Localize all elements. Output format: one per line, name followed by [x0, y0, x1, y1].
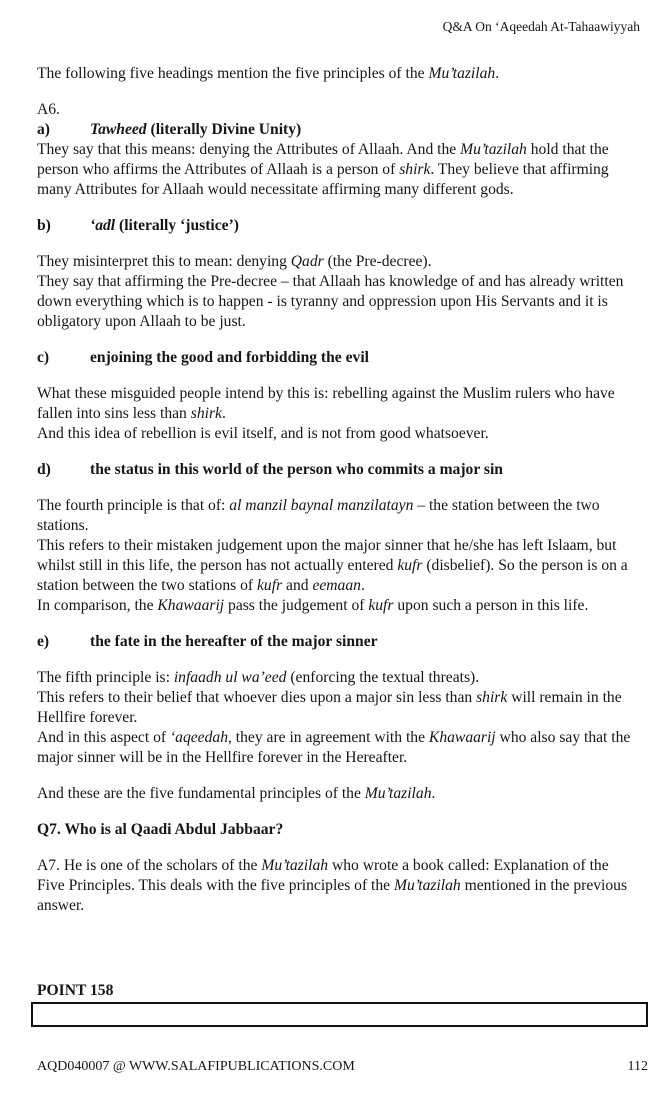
text-run: .	[431, 785, 436, 802]
text-run: al manzil baynal manzilatayn	[229, 497, 414, 514]
paragraph	[37, 272, 637, 332]
header-title: Q&A On ‘Aqeedah At-Tahaawiyyah	[442, 19, 640, 34]
text-run: Qadr	[290, 253, 324, 270]
page-footer	[37, 1058, 648, 1075]
text-run: Khawaarij	[428, 729, 496, 746]
text-run: the status in this world of the person who commits a major sin	[90, 461, 503, 478]
paragraph	[37, 596, 637, 616]
paragraph	[37, 100, 637, 120]
text-run: They say that this means: denying the Attributes of Allaah. And the	[37, 141, 461, 158]
empty-text-box	[31, 1002, 648, 1027]
text-run: .	[221, 405, 226, 422]
paragraph	[37, 64, 637, 84]
text-run: Mu’tazilah	[428, 65, 496, 82]
text-run: The fourth principle is that of:	[37, 497, 230, 514]
text-run: (the Pre-decree).	[323, 253, 432, 270]
paragraph	[37, 856, 637, 916]
text-run: In comparison, the	[37, 597, 158, 614]
text-run: What these misguided people intend by this is: rebelling against the Muslim rulers who have fallen into sins less than	[37, 385, 615, 422]
text-run: who also say that the major sinner will be in the Hellfire forever in the Hereafter.	[37, 729, 631, 766]
text-run: ‘adl	[90, 217, 116, 234]
text-run: shirk	[399, 161, 431, 178]
text-run: Mu’tazilah	[460, 141, 527, 158]
paragraph-spacer	[37, 444, 637, 460]
text-run: and	[282, 577, 313, 594]
paragraph	[37, 384, 637, 424]
text-run: (literally Divine Unity)	[146, 121, 302, 138]
heading-text	[90, 120, 637, 140]
paragraph-spacer	[37, 840, 637, 856]
list-heading	[37, 460, 637, 480]
text-run: hold that the person who affirms the Attributes of Allaah is a person of	[37, 141, 609, 178]
paragraph	[37, 496, 637, 536]
text-run: They misinterpret this to mean: denying	[37, 253, 291, 270]
footer-reference: AQD040007 @ WWW.SALAFIPUBLICATIONS.COM	[37, 1059, 355, 1074]
text-run: ‘aqeedah	[169, 729, 228, 746]
text-run: And these are the five fundamental principles of the	[37, 785, 365, 802]
text-run: who wrote a book called: Explanation of the Five Principles. This deals with the five principles of the	[37, 857, 609, 894]
text-run: Mu’tazilah	[261, 857, 329, 874]
paragraph-spacer	[37, 616, 637, 632]
text-run: And in this aspect of	[37, 729, 170, 746]
heading-text	[90, 216, 637, 236]
paragraph-spacer	[37, 84, 637, 100]
text-run: The following five headings mention the five principles of the	[37, 65, 429, 82]
text-run: – the station between the two stations.	[37, 497, 600, 534]
list-heading	[37, 348, 637, 368]
paragraph	[37, 140, 637, 200]
text-run: (literally ‘justice’)	[115, 217, 239, 234]
page-header	[443, 19, 640, 34]
paragraph	[37, 252, 637, 272]
point-heading: POINT 158	[37, 982, 114, 999]
heading-text	[90, 348, 637, 368]
text-run: shirk	[190, 405, 222, 422]
text-run: the fate in the hereafter of the major sinner	[90, 633, 378, 650]
text-run: upon such a person in this life.	[393, 597, 589, 614]
paragraph	[37, 784, 637, 804]
paragraph-spacer	[37, 804, 637, 820]
text-run: will remain in the Hellfire forever.	[37, 689, 622, 726]
text-run: kufr	[397, 557, 423, 574]
text-run: Mu’tazilah	[394, 877, 461, 894]
paragraph	[37, 536, 637, 596]
paragraph-spacer	[37, 200, 637, 216]
text-run: A7. He is one of the scholars of the	[37, 857, 262, 874]
document-body	[37, 64, 637, 916]
text-run: Tawheed	[90, 121, 147, 138]
paragraph	[37, 668, 637, 688]
paragraph-spacer	[37, 652, 637, 668]
text-run: Q7. Who is al Qaadi Abdul Jabbaar?	[37, 821, 284, 838]
paragraph-spacer	[37, 368, 637, 384]
heading-label: d)	[37, 461, 51, 478]
text-run: mentioned in the previous answer.	[37, 877, 628, 914]
text-run: The fifth principle is:	[37, 669, 174, 686]
text-run: Mu’tazilah	[364, 785, 432, 802]
paragraph	[37, 820, 637, 840]
text-run: kufr	[257, 577, 283, 594]
text-run: (disbelief). So the person is on a station between the two stations of	[37, 557, 628, 594]
text-run: , they are in agreement with the	[228, 729, 429, 746]
paragraph-spacer	[37, 480, 637, 496]
paragraph-spacer	[37, 332, 637, 348]
heading-label: b)	[37, 217, 51, 234]
paragraph-spacer	[37, 236, 637, 252]
paragraph-spacer	[37, 768, 637, 784]
text-run: Khawaarij	[157, 597, 225, 614]
text-run: . They believe that affirming many Attributes for Allaah would necessitate affirming many different gods.	[37, 161, 609, 198]
list-heading	[37, 632, 637, 652]
heading-label: a)	[37, 121, 50, 138]
heading-text	[90, 632, 637, 652]
point-section	[31, 981, 648, 1027]
heading-label: c)	[37, 349, 50, 366]
text-run: eemaan	[312, 577, 361, 594]
text-run: This refers to their mistaken judgement upon the major sinner that he/she has left Islaam, but whilst still in this life, the person has not actually entered	[37, 537, 617, 574]
text-run: (enforcing the textual threats).	[286, 669, 480, 686]
page-number: 112	[627, 1059, 648, 1074]
list-heading	[37, 120, 637, 140]
text-run: infaadh ul wa’eed	[173, 669, 287, 686]
text-run: And this idea of rebellion is evil itself, and is not from good whatsoever.	[37, 425, 489, 442]
text-run: .	[495, 65, 500, 82]
paragraph	[37, 688, 637, 728]
text-run: This refers to their belief that whoever dies upon a major sin less than	[37, 689, 477, 706]
heading-text	[90, 460, 637, 480]
text-run: A6.	[37, 101, 60, 118]
text-run: kufr	[368, 597, 394, 614]
list-heading	[37, 216, 637, 236]
text-run: pass the judgement of	[224, 597, 369, 614]
heading-label: e)	[37, 633, 50, 650]
text-run: shirk	[476, 689, 508, 706]
paragraph	[37, 728, 637, 768]
text-run: They say that affirming the Pre-decree – that Allaah has knowledge of and has already written down everything which is to happen - is tyranny and oppression upon His Servants and it is obligatory upon Allaah to be just.	[37, 273, 624, 330]
text-run: enjoining the good and forbidding the evil	[90, 349, 370, 366]
paragraph	[37, 424, 637, 444]
text-run: .	[360, 577, 365, 594]
